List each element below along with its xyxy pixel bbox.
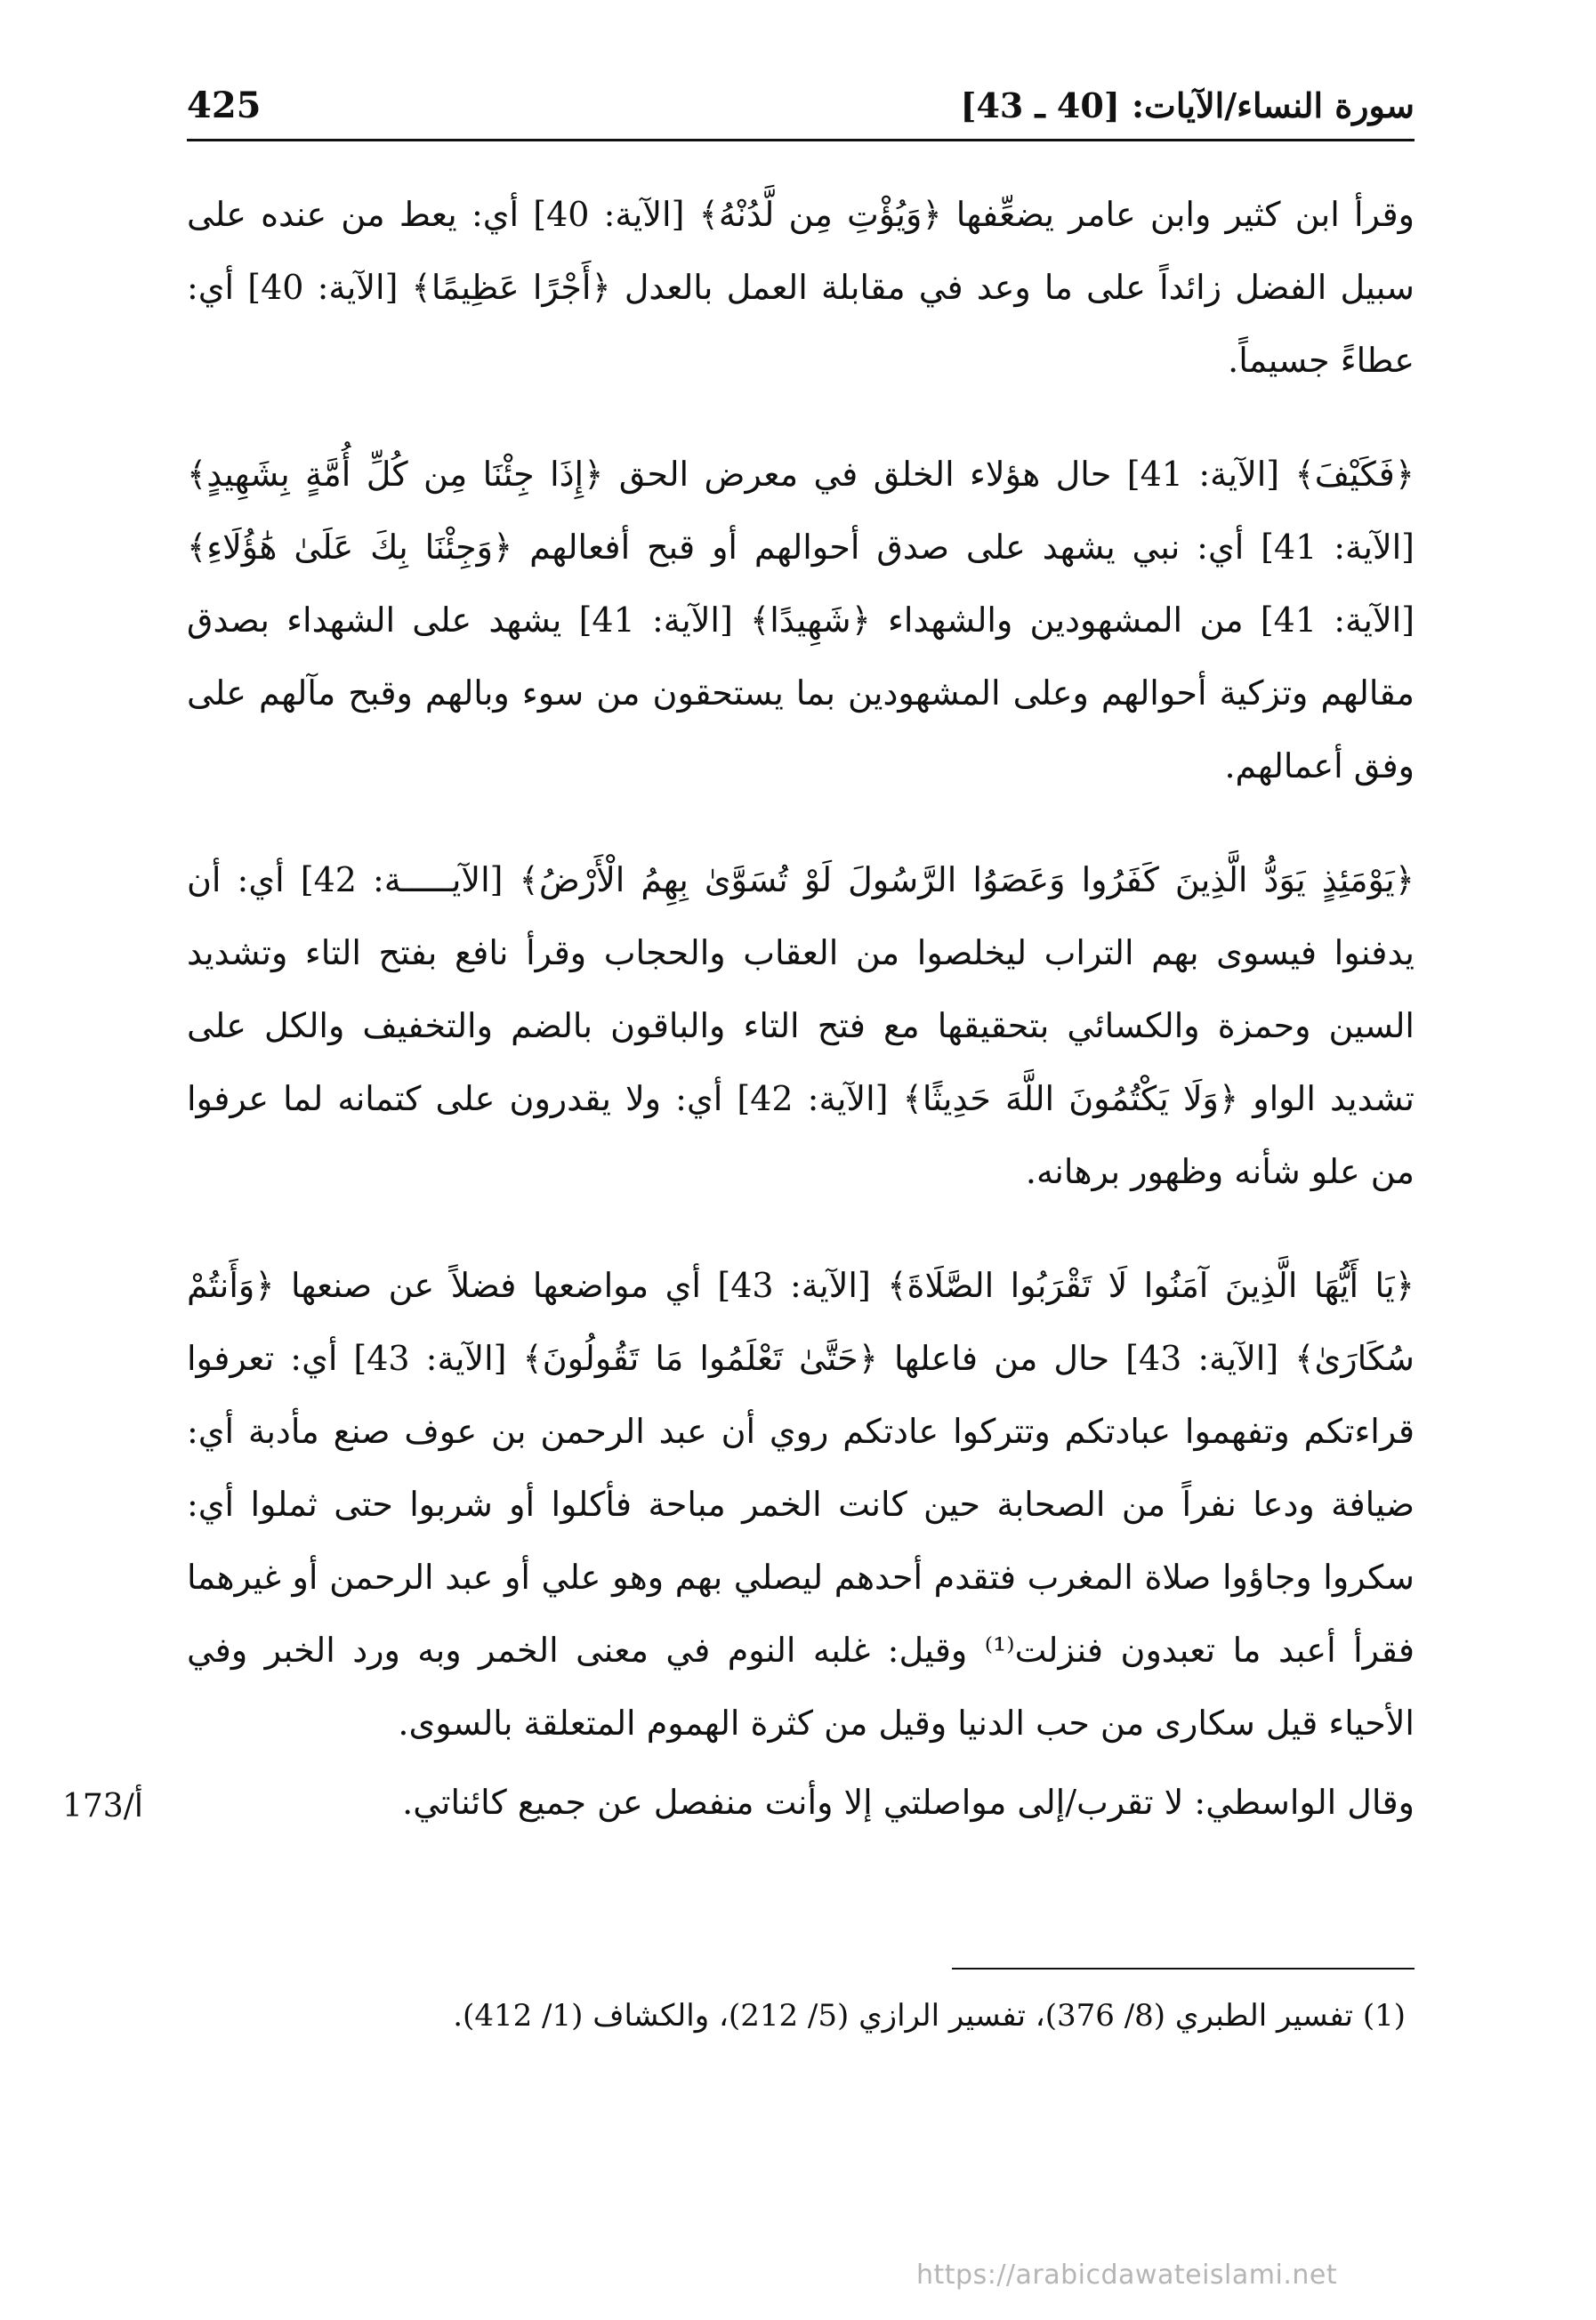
manuscript-folio-note: 173/أ [62, 1788, 143, 1825]
paragraph-ayah-41: ﴿فَكَيْفَ﴾ [الآية: 41] حال هؤلاء الخلق في معرض الحق ﴿إِذَا جِئْنَا مِن كُلِّ أُمَّةٍ بِشَهِيدٍ﴾ [الآية: 41] أي: نبي يشهد على صدق أحوالهم أو قبح أفعالهم ﴿وَجِئْنَا بِكَ عَلَىٰ هَٰؤُلَاءِ﴾ [الآية: 41] من المشهودين والشهداء ﴿شَهِيدًا﴾ [الآية: 41] يشهد على الشهداء بصدق مقالهم وتزكية أحوالهم وعلى المشهودين بما يستحقون من سوء وبالهم وقبح مآلهم على وفق أعمالهم. [187, 455, 1415, 785]
running-title: سورة النساء/الآيات: [40 ـ 43] [960, 85, 1415, 125]
footnote-divider [952, 1968, 1415, 1970]
paragraph-ayah-42: ﴿يَوْمَئِذٍ يَوَدُّ الَّذِينَ كَفَرُوا وَعَصَوُا الرَّسُولَ لَوْ تُسَوَّىٰ بِهِمُ الْأَرْضُ﴾ [الآيـــــة: 42] أي: أن يدفنوا فيسوى بهم التراب ليخلصوا من العقاب والحجاب وقرأ نافع بفتح التاء وتشديد السين وحمزة والكسائي بتحقيقها مع فتح التاء والباقون بالضم والتخفيف والكل على تشديد الواو ﴿وَلَا يَكْتُمُونَ اللَّهَ حَدِيثًا﴾ [الآية: 42] أي: ولا يقدرون على كتمانه لما عرفوا من علو شأنه وظهور برهانه. [187, 860, 1415, 1191]
running-header [187, 78, 1415, 132]
header-divider [187, 139, 1415, 141]
footnote-1: (1) تفسير الطبري (8/ 376)، تفسير الرازي (5/ 212)، والكشاف (1/ 412). [453, 1998, 1406, 2034]
main-text [187, 178, 1415, 1760]
paragraph-ayah-43: ﴿يَا أَيُّهَا الَّذِينَ آمَنُوا لَا تَقْرَبُوا الصَّلَاةَ﴾ [الآية: 43] أي مواضعها فضلاً عن صنعها ﴿وَأَنتُمْ سُكَارَىٰ﴾ [الآية: 43] حال من فاعلها ﴿حَتَّىٰ تَعْلَمُوا مَا تَقُولُونَ﴾ [الآية: 43] أي: تعرفوا قراءتكم وتفهموا عبادتكم وتتركوا عادتكم روي أن عبد الرحمن بن عوف صنع مأدبة أي: ضيافة ودعا نفراً من الصحابة حين كانت الخمر مباحة فأكلوا أو شربوا حتى ثملوا أي: سكروا وجاؤوا صلاة المغرب فتقدم أحدهم ليصلي بهم وهو علي أو عبد الرحمن أو غيرهما فقرأ أعبد ما تعبدون فنزلت⁽¹⁾ وقيل: غلبه النوم في معنى الخمر وبه ورد الخبر وفي الأحياء قيل سكارى من حب الدنيا وقيل من كثرة الهموم المتعلقة بالسوى. [187, 1266, 1415, 1743]
paragraph-wasiti: وقال الواسطي: لا تقرب/إلى مواصلتي إلا وأنت منفصل عن جميع كائناتي. [402, 1783, 1415, 1822]
page-number: 425 [187, 84, 262, 126]
watermark-url: https://arabicdawateislami.net [916, 2260, 1338, 2291]
paragraph-ayah-40: وقرأ ابن كثير وابن عامر يضعِّفها ﴿وَيُؤْتِ مِن لَّدُنْهُ﴾ [الآية: 40] أي: يعط من عنده على سبيل الفضل زائداً على ما وعد في مقابلة العمل بالعدل ﴿أَجْرًا عَظِيمًا﴾ [الآية: 40] أي: عطاءً جسيماً. [187, 195, 1415, 380]
